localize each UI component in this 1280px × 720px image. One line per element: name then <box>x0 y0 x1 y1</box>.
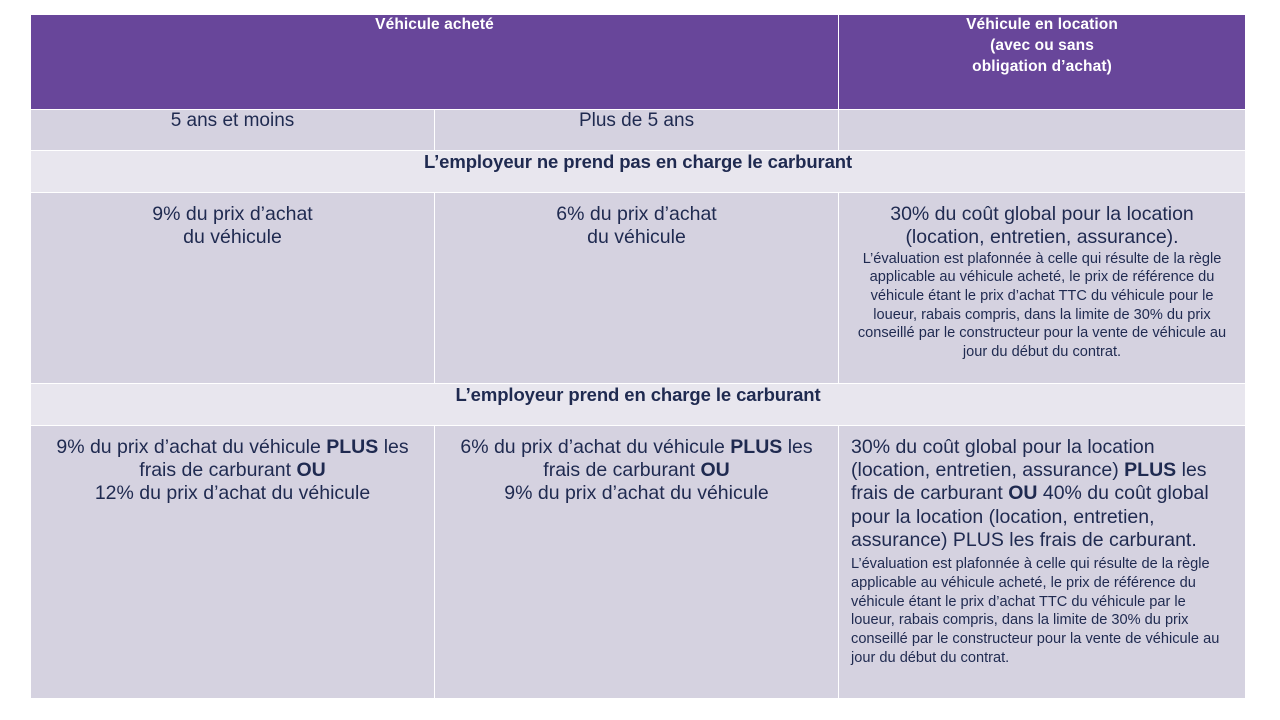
cell-no-fuel-plus-de-5-ans <box>435 193 839 384</box>
cell-with-fuel-plus-de-5-ans <box>435 426 839 699</box>
table-row-no-fuel <box>31 193 1246 384</box>
cell-with-fuel-5ans-main: 9% du prix d’achat du véhicule PLUS les frais de carburant OU 12% du prix d’achat du véhicule <box>56 436 409 504</box>
cell-no-fuel-5ans-main <box>43 203 422 249</box>
section-band-row-1 <box>31 151 1246 193</box>
section-band-row-2 <box>31 384 1246 426</box>
cell-no-fuel-location-line-2: (location, entretien, assurance). <box>905 225 1179 248</box>
cell-with-fuel-location-main: 30% du coût global pour la location (location, entretien, assurance) PLUS les frais de carburant OU 40% du coût global pour la location (location, entretien, assurance) PLUS les frais de carburant. <box>851 436 1209 551</box>
header-location-line-1: Véhicule en location <box>966 16 1118 33</box>
vehicle-benefit-table <box>30 14 1246 699</box>
cell-no-fuel-location-note: L’évaluation est plafonnée à celle qui résulte de la règle applicable au véhicule acheté, le prix de référence du véhicule étant le prix d’achat TTC du véhicule pour le loueur, rabais compris, dans la limite de 30% du prix conseillé par le constructeur pour la vente de véhicule au jour du début du contrat. <box>857 250 1227 360</box>
table-row-with-fuel <box>31 426 1246 699</box>
cell-no-fuel-5ans-line-1: 9% du prix d’achat <box>152 203 313 225</box>
section-band-with-fuel: L’employeur prend en charge le carburant <box>31 384 1246 426</box>
header-location-line-2: (avec ou sans <box>990 36 1094 54</box>
header-vehicule-en-location <box>839 15 1246 110</box>
cell-no-fuel-plus5-line-1: 6% du prix d’achat <box>556 203 717 225</box>
subheader-location-empty <box>839 110 1246 151</box>
subheader-plus-de-5-ans: Plus de 5 ans <box>435 110 839 151</box>
cell-no-fuel-location <box>839 193 1246 384</box>
cell-with-fuel-location-note: L’évaluation est plafonnée à celle qui résulte de la règle applicable au véhicule acheté, le prix de référence du véhicule étant le prix d’achat TTC du véhicule par le loueur, rabais compris, dans la limite de 30% du prix conseillé par le constructeur pour la vente de véhicule au jour du début du contrat. <box>851 556 1220 667</box>
table-subheader-row <box>31 110 1246 151</box>
cell-no-fuel-5ans-line-2: du véhicule <box>183 225 282 248</box>
header-location-line-3: obligation d’achat) <box>972 57 1112 75</box>
cell-no-fuel-location-line-1: 30% du coût global pour la location <box>890 203 1194 225</box>
cell-no-fuel-plus5-line-2: du véhicule <box>587 225 686 248</box>
cell-with-fuel-location <box>839 426 1246 699</box>
section-band-no-fuel: L’employeur ne prend pas en charge le carburant <box>31 151 1246 193</box>
cell-no-fuel-location-main <box>851 203 1233 249</box>
header-vehicule-achete: Véhicule acheté <box>31 15 839 110</box>
subheader-5-ans-et-moins: 5 ans et moins <box>31 110 435 151</box>
cell-with-fuel-5-ans-et-moins <box>31 426 435 699</box>
cell-no-fuel-plus5-main <box>447 203 826 249</box>
table-header-row <box>31 15 1246 110</box>
cell-with-fuel-plus5-main: 6% du prix d’achat du véhicule PLUS les frais de carburant OU 9% du prix d’achat du véhicule <box>460 436 813 504</box>
cell-no-fuel-5-ans-et-moins <box>31 193 435 384</box>
